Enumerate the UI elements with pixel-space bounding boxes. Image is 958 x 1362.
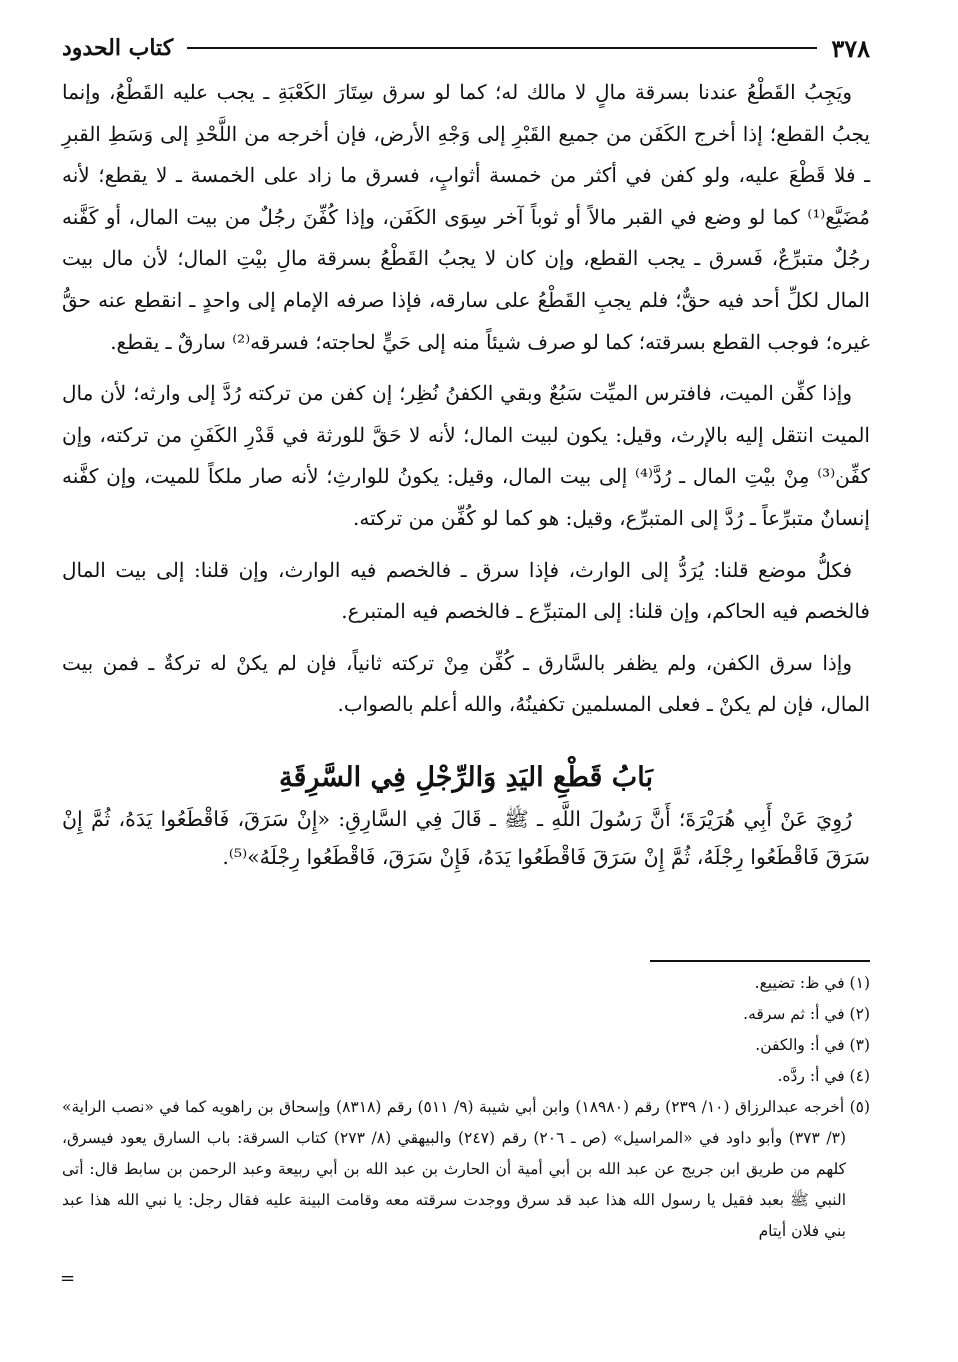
running-header	[62, 30, 870, 66]
footnote-5: (٥) أخرجه عبدالرزاق (١٠/ ٢٣٩) رقم (١٨٩٨٠) وابن أبي شيبة (٩/ ٥١١) رقم (٨٣١٨) وإسحاق بن راهويه كما في «نصب الراية» (٣/ ٣٧٣) وأبو داود في «المراسيل» (ص ـ ٢٠٦) رقم (٢٤٧) والبيهقي (٨/ ٢٧٣) كتاب السرقة: باب السارق يعود فيسرق، كلهم من طريق ابن جريج عن عبد الله بن أبي أمية أن الحارث بن عبد الله بن أبي ربيعة وعبد الرحمن بن سابط قال: أتى النبي ﷺ بعبد فقيل يا رسول الله هذا عبد قد سرق ووجدت سرقته معه وقامت البينة عليه فقال رجل: يا نبي الله هذا عبد بني فلان أيتام	[62, 1098, 871, 1240]
footnotes	[62, 968, 870, 1247]
footnote-separator	[650, 960, 870, 962]
footnote-2: (٢) في أ: ثم سرقه.	[743, 1005, 870, 1023]
footnote-4: (٤) في أ: ردَّه.	[777, 1067, 870, 1085]
book-title: كتاب الحدود	[62, 35, 174, 61]
paragraph: فكلُّ موضع قلنا: يُرَدُّ إلى الوارث، فإذا سرق ـ فالخصم فيه الوارث، وإن قلنا: إلى بيت المال فالخصم فيه الحاكم، وإن قلنا: إلى المتبرِّع ـ فالخصم فيه المتبرع.	[62, 557, 870, 624]
page-number: ٣٧٨	[831, 33, 870, 63]
chapter-heading: بَابُ قَطْعِ اليَدِ وَالرِّجْلِ فِي السَّرِقَةِ	[279, 761, 653, 793]
paragraph: ويَجِبُ القَطْعُ عندنا بسرقة مالٍ لا مالك له؛ كما لو سرق سِتَارَ الكَعْبَةِ ـ يجب عليه القَطْعُ، وإنما يجبُ القطع؛ إذا أخرج الكَفَن من جميع القَبْرِ إلى وَجْهِ الأرض، فإن أخرجه من اللَّحْدِ إلى وَسَطِ القبرِ ـ فلا قَطْعَ عليه، ولو كفن في أكثر من خمسة أثوابٍ، فسرق ما زاد على الخمسة ـ لا يقطع؛ لأنه مُضَيَّع⁽¹⁾ كما لو وضع في القبر مالاً أو ثوباً آخر سِوَى الكَفَن، وإذا كُفِّنَ رجُلٌ من بيت المال، أو كَفَّنه رجُلٌ متبرِّعٌ، فَسرق ـ يجب القطع، وإن كان لا يجبُ القَطْعُ بسرقة مالِ بيْتِ المال؛ لأن مال بيت المال لكلِّ أحد فيه حقٌّ؛ فلم يجبِ القَطْعُ على سارقه، فإذا صرفه الإمام إلى واحدٍ ـ انقطع عنه حقُّ غيره؛ فوجب القطع بسرقته؛ كما لو صرف شيئاً منه إلى حَيٍّ لحاجته؛ فسرقه⁽²⁾ سارقٌ ـ يقطع.	[62, 80, 870, 354]
hadith-text: رُوِيَ عَنْ أَبِي هُرَيْرَةَ؛ أَنَّ رَسُولَ اللَّهِ ـ ﷺ ـ قَالَ فِي السَّارِقِ: «إِنْ سَرَقَ، فَاقْطَعُوا يَدَهُ، ثُمَّ إِنْ سَرَقَ فَاقْطَعُوا رِجْلَهُ، ثُمَّ إِنْ سَرَقَ فَاقْطَعُوا يَدَهُ، فَإِنْ سَرَقَ، فَاقْطَعُوا رِجْلَهُ»⁽⁵⁾.	[62, 806, 870, 869]
paragraph: وإذا كفِّن الميت، فافترس الميِّت سَبُعٌ وبقي الكفنُ نُظِر؛ إن كفن من تركته رُدَّ إلى وارثه؛ لأن مال الميت انتقل إليه بالإرث، وقيل: يكون لبيت المال؛ لأنه لا حَقَّ للورثة في قَدْرِ الكَفَنِ من تركته، وإن كفِّن⁽³⁾ مِنْ بيْتِ المال ـ رُدَّ⁽⁴⁾ إلى بيت المال، وقيل: يكونُ للوارثِ؛ لأنه صار ملكاً للميت، وإن كفَّنه إنسانٌ متبرِّعاً ـ رُدَّ إلى المتبرِّع، وقيل: هو كما لو كُفِّن من تركته.	[62, 381, 870, 530]
main-text	[62, 72, 870, 886]
header-rule	[187, 47, 817, 49]
continuation-mark: =	[60, 1268, 76, 1289]
footnote-3: (٣) في أ: والكفن.	[755, 1036, 870, 1054]
footnote-1: (١) في ظ: تضييع.	[754, 974, 870, 992]
paragraph: وإذا سرق الكفن، ولم يظفر بالسَّارق ـ كُفِّن مِنْ تركته ثانياً، فإن لم يكنْ له تركةٌ ـ فمن بيت المال، فإن لم يكنْ ـ فعلى المسلمين تكفينُهُ، والله أعلم بالصواب.	[62, 650, 870, 717]
